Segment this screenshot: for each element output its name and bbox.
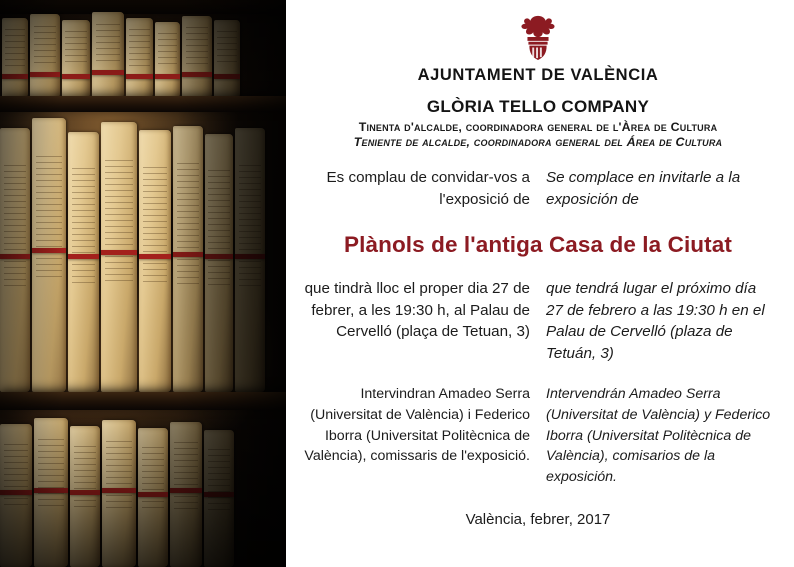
manuscript-volume (235, 128, 265, 392)
manuscript-volume (34, 418, 68, 567)
shelf-board-bottom (0, 392, 286, 410)
person-role-spanish: Teniente de alcalde, coordinadora general del Área de Cultura (353, 135, 723, 149)
speakers-text-spanish: Intervendrán Amadeo Serra (Universitat de València) y Federico Iborra (Universitat Politècnica de València), comisarios de la exposición. (546, 386, 771, 485)
archive-shelf-photograph (0, 0, 286, 567)
manuscript-volume (139, 130, 171, 392)
manuscript-volume (205, 134, 233, 392)
manuscript-volume (68, 132, 99, 392)
invitation-text-catalan: Es complau de convidar-vos a l'exposició de (326, 169, 530, 208)
manuscript-volume (0, 424, 32, 567)
manuscript-volume (62, 20, 90, 98)
invitation-row (300, 167, 776, 210)
details-row (300, 278, 776, 364)
person-name: GLÒRIA TELLO COMPANY (426, 97, 650, 116)
manuscript-volume (173, 126, 203, 392)
manuscript-volume (138, 428, 168, 567)
manuscript-volume (214, 20, 240, 98)
details-text-catalan: que tindrà lloc el proper dia 27 de febrer, a les 19:30 h, al Palau de Cervelló (plaça de Tetuan, 3) (304, 280, 530, 341)
manuscript-volume (182, 16, 212, 98)
invitation-content (286, 0, 794, 567)
manuscript-volume (101, 122, 137, 392)
manuscript-volume (126, 18, 153, 98)
person-role-catalan: Tinenta d'alcalde, coordinadora general de l'Àrea de Cultura (358, 120, 718, 134)
manuscript-volume (170, 422, 202, 567)
invitation-text-spanish: Se complace en invitarle a la exposición de (546, 169, 741, 208)
manuscript-volume (102, 420, 136, 567)
manuscript-volume (30, 14, 60, 98)
shelf-board-top (0, 0, 286, 14)
shelf-board-middle (0, 96, 286, 112)
manuscript-volume (2, 18, 28, 98)
institution-name: AJUNTAMENT DE VALÈNCIA (417, 66, 659, 84)
manuscript-volume (155, 22, 180, 98)
speakers-row (300, 384, 776, 487)
exhibition-title: Plànols de l'antiga Casa de la Ciutat (344, 232, 732, 258)
manuscript-volume (204, 430, 234, 567)
valencia-coat-of-arms-icon (517, 14, 559, 60)
manuscript-volume (70, 426, 100, 567)
manuscript-volume (0, 128, 30, 392)
place-and-date: València, febrer, 2017 (465, 511, 611, 529)
speakers-text-catalan: Intervindran Amadeo Serra (Universitat de València) i Federico Iborra (Universitat Politècnica de València), comissaris de l'exposició. (304, 386, 530, 465)
manuscript-volume (92, 12, 124, 98)
details-text-spanish: que tendrá lugar el próximo día 27 de febrero a las 19:30 h en el Palau de Cervelló (plaza de Tetuán, 3) (546, 280, 765, 362)
manuscript-volume (32, 118, 66, 392)
